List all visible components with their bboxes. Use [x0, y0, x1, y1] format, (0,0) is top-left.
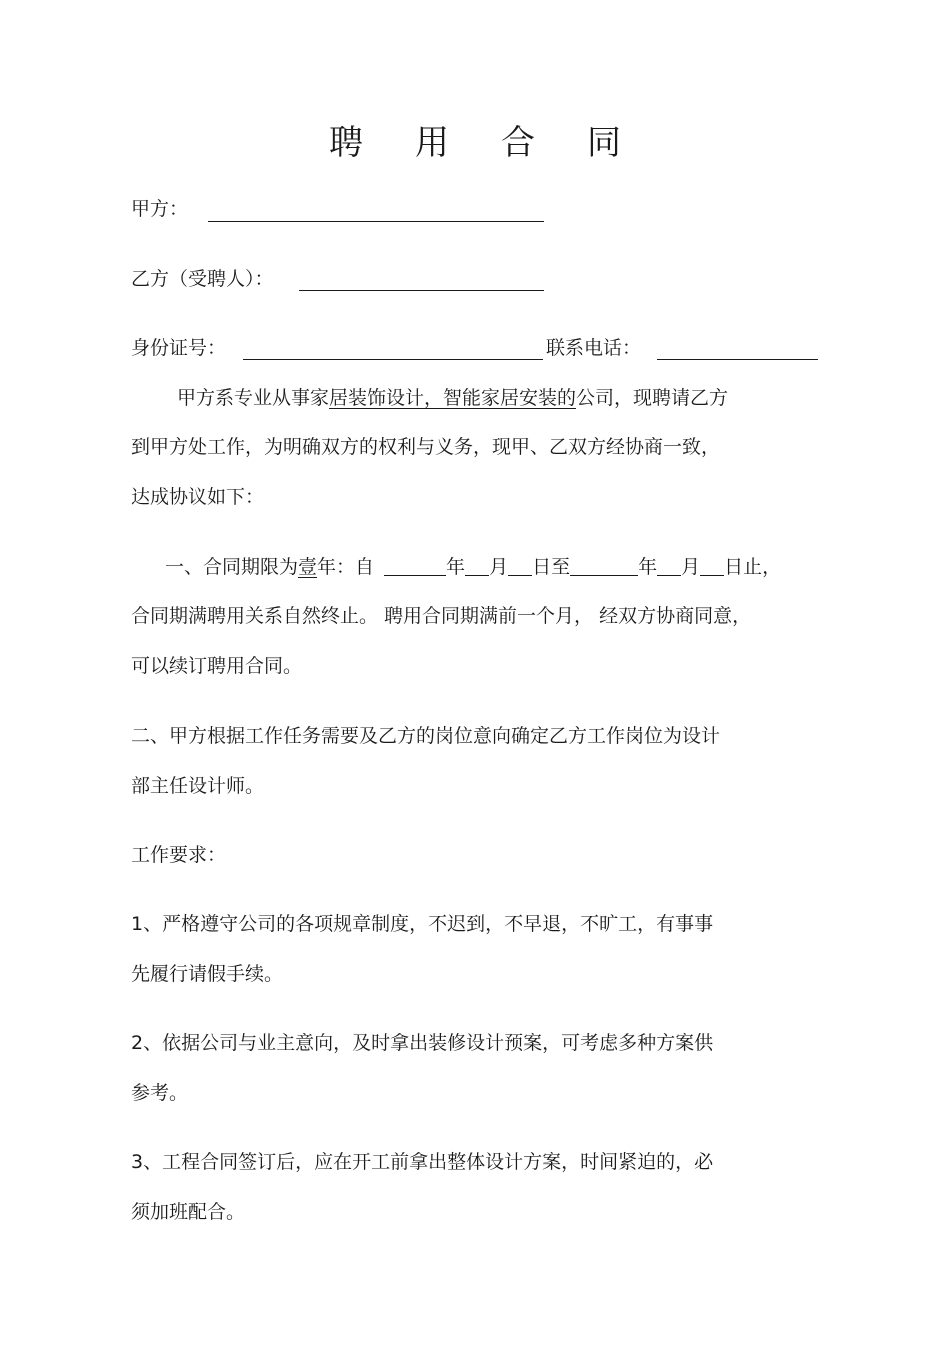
- clause-1-line-3: 可以续订聘用合同。: [131, 655, 303, 677]
- requirement-1-line-2: 先履行请假手续。: [131, 963, 284, 985]
- intro-line-2: 到甲方处工作，为明确双方的权利与义务，现甲、乙双方经协商一致，: [131, 436, 721, 458]
- title-char: 用: [415, 123, 449, 163]
- day-end-label: 日止，: [724, 556, 782, 578]
- clause-1-line-2: 合同期满聘用关系自然终止。 聘用合同期满前一个月， 经双方协商同意，: [131, 605, 752, 627]
- title-char: 合: [501, 123, 535, 163]
- party-a-label: 甲方：: [131, 198, 189, 220]
- start-year-blank: [384, 557, 446, 576]
- end-day-blank: [700, 557, 724, 576]
- clause-2-line-1: 二、甲方根据工作任务需要及乙方的岗位意向确定乙方工作岗位为设计: [131, 725, 721, 747]
- start-day-blank: [508, 557, 532, 576]
- requirement-2-line-1: 2、依据公司与业主意向，及时拿出装修设计预案，可考虑多种方案供: [131, 1032, 714, 1054]
- clause-1-line-1: [165, 557, 781, 577]
- start-month-blank: [465, 557, 489, 576]
- title-char: 聘: [329, 123, 363, 163]
- intro-line-3: 达成协议如下：: [131, 486, 265, 508]
- intro-line-1: [177, 389, 728, 408]
- requirement-3-line-2: 须加班配合。: [131, 1201, 246, 1223]
- document-title: [0, 123, 950, 163]
- phone-blank: [657, 359, 818, 360]
- day-to-label: 日至: [532, 556, 571, 578]
- month-label: 月: [489, 556, 509, 578]
- party-a-blank: [208, 221, 544, 222]
- year-label: 年: [446, 556, 466, 578]
- requirement-2-line-2: 参考。: [131, 1082, 189, 1104]
- clause-1-prefix: 一、合同期限为: [165, 556, 299, 578]
- end-year-blank: [570, 557, 638, 576]
- title-char: 同: [587, 123, 621, 163]
- year-label: 年: [638, 556, 658, 578]
- term-years: 壹: [298, 556, 318, 578]
- phone-label: 联系电话：: [546, 337, 642, 359]
- clause-2-line-2: 部主任设计师。: [131, 775, 265, 797]
- intro-underlined-text: 居装饰设计，智能家居安装的: [329, 387, 577, 409]
- party-b-blank: [299, 290, 544, 291]
- id-number-label: 身份证号：: [131, 337, 227, 359]
- party-b-label: 乙方（受聘人）：: [131, 268, 274, 290]
- month-label: 月: [681, 556, 701, 578]
- end-month-blank: [657, 557, 681, 576]
- requirement-1-line-1: 1、严格遵守公司的各项规章制度，不迟到，不早退，不旷工，有事事: [131, 913, 714, 935]
- requirement-3-line-1: 3、工程合同签订后，应在开工前拿出整体设计方案，时间紧迫的，必: [131, 1151, 714, 1173]
- clause-1-from: 年：自: [317, 556, 375, 578]
- id-number-blank: [243, 359, 543, 360]
- intro-text: 甲方系专业从事家: [177, 387, 330, 409]
- intro-text: 公司，现聘请乙方: [576, 387, 729, 409]
- requirements-heading: 工作要求：: [131, 844, 227, 866]
